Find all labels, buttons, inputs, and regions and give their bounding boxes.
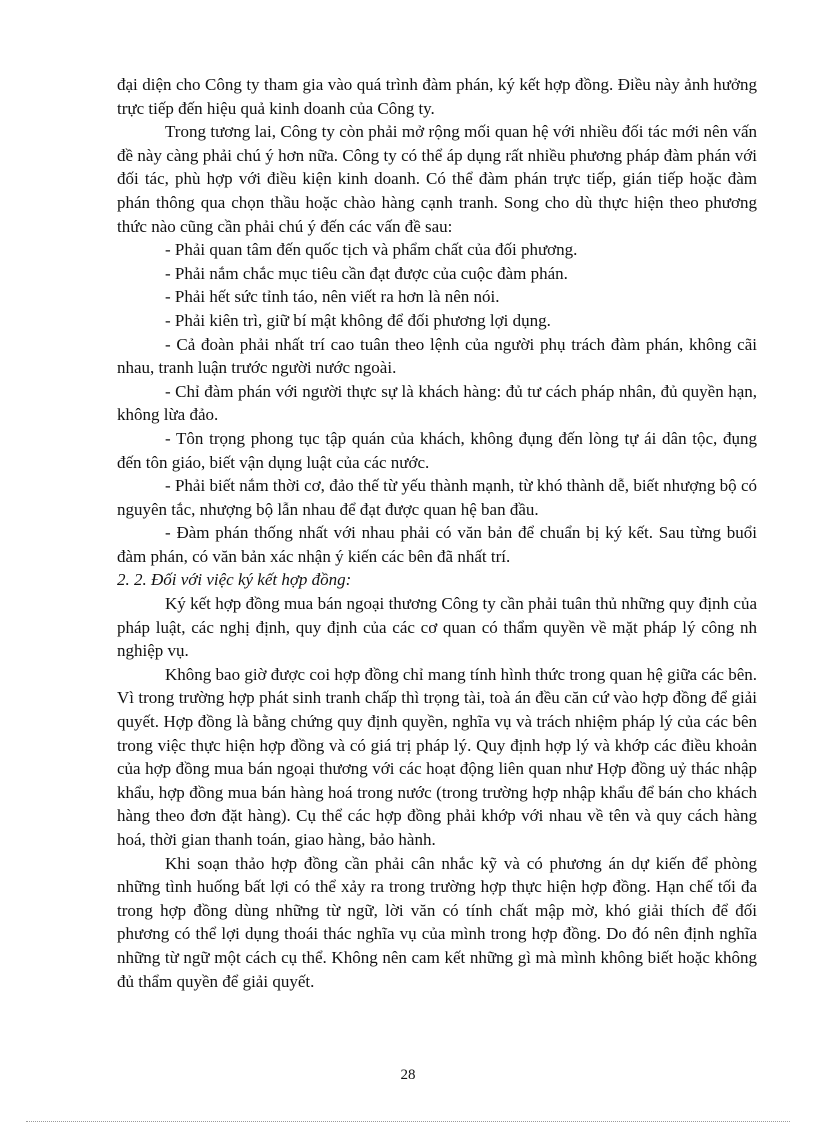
list-item: - Phải hết sức tỉnh táo, nên viết ra hơn là nên nói.: [165, 287, 500, 307]
paragraph-continuation: đại diện cho Công ty tham gia vào quá trình đàm phán, ký kết hợp đồng. Điều này ảnh hưởng trực tiếp đến hiệu quả kinh doanh của Công ty.: [117, 75, 757, 118]
list-item: - Đàm phán thống nhất với nhau phải có văn bản để chuẩn bị ký kết. Sau từng buổi đàm phán, có văn bản xác nhận ý kiến các bên đã nhất trí.: [117, 523, 757, 566]
footer-divider: [26, 1121, 790, 1122]
list-item: - Phải biết nắm thời cơ, đảo thế từ yếu thành mạnh, từ khó thành dễ, biết nhượng bộ có nguyên tắc, nhượng bộ lẫn nhau để đạt được quan hệ ban đầu.: [117, 476, 757, 519]
page-number: 28: [400, 1067, 416, 1083]
list-item: - Phải nắm chắc mục tiêu cần đạt được của cuộc đàm phán.: [165, 263, 568, 283]
list-item: - Phải quan tâm đến quốc tịch và phẩm chất của đối phương.: [165, 240, 578, 260]
paragraph-legal-compliance: Ký kết hợp đồng mua bán ngoại thương Công ty cần phải tuân thủ những quy định của pháp luật, các nghị định, quy định của các cơ quan có thẩm quyền về mặt pháp lý công nh nghiệp vụ.: [117, 594, 757, 661]
list-item: - Chỉ đàm phán với người thực sự là khách hàng: đủ tư cách pháp nhân, đủ quyền hạn, không lừa đảo.: [117, 381, 757, 425]
paragraph-negotiation-intro: Trong tương lai, Công ty còn phải mở rộng mối quan hệ với nhiều đối tác mới nên vấn đề này càng phải chú ý hơn nữa. Công ty có thể áp dụng rất nhiều phương pháp đàm phán với đối tác, phù hợp với điều kiện kinh doanh. Có thể đàm phán trực tiếp, gián tiếp hoặc đàm phán thông qua chọn thầu hoặc chào hàng cạnh tranh. Song cho dù thực hiện theo phương thức nào cũng cần phải chú ý đến các vấn đề sau:: [117, 122, 757, 236]
paragraph-contract-importance: Không bao giờ được coi hợp đồng chỉ mang tính hình thức trong quan hệ giữa các bên. Vì trong trường hợp phát sinh tranh chấp thì trọng tài, toà án đều căn cứ vào hợp đồng để giải quyết. Hợp đồng là bằng chứng quy định quyền, nghĩa vụ và trách nhiệm pháp lý của các bên trong việc thực hiện hợp đồng và có giá trị pháp lý. Quy định hợp lý và khớp các điều khoản của hợp đồng mua bán ngoại thương với các hoạt động liên quan như Hợp đồng uỷ thác nhập khẩu, hợp đồng mua bán hàng hoá trong nước (trong trường hợp nhập khẩu để bán cho khách hàng theo đơn đặt hàng). Cụ thể các hợp đồng phải khớp với nhau về tên và quy cách hàng hoá, thời gian thanh toán, giao hàng, bảo hành.: [117, 664, 757, 849]
section-heading: 2. 2. Đối với việc ký kết hợp đồng:: [117, 570, 352, 590]
paragraph-contract-drafting: Khi soạn thảo hợp đồng cần phải cân nhắc kỹ và có phương án dự kiến để phòng những tình huống bất lợi có thể xảy ra trong trường hợp thực hiện hợp đồng. Hạn chế tối đa trong hợp đồng dùng những từ ngữ, lời văn có tính chất mập mờ, khó giải thích để đối phương có thể lợi dụng thoái thác nghĩa vụ của mình trong hợp đồng. Do đó nên định nghĩa những từ ngữ một cách cụ thể. Không nên cam kết những gì mà mình không biết hoặc không đủ thẩm quyền để giải quyết.: [117, 853, 757, 991]
list-item: - Cả đoàn phải nhất trí cao tuân theo lệnh của người phụ trách đàm phán, không cãi nhau, tranh luận trước người nước ngoài.: [117, 334, 757, 378]
list-item: - Tôn trọng phong tục tập quán của khách, không đụng đến lòng tự ái dân tộc, đụng đến tôn giáo, biết vận dụng luật của các nước.: [117, 428, 757, 472]
list-item: - Phải kiên trì, giữ bí mật không để đối phương lợi dụng.: [165, 310, 551, 330]
body-text: [117, 73, 757, 993]
